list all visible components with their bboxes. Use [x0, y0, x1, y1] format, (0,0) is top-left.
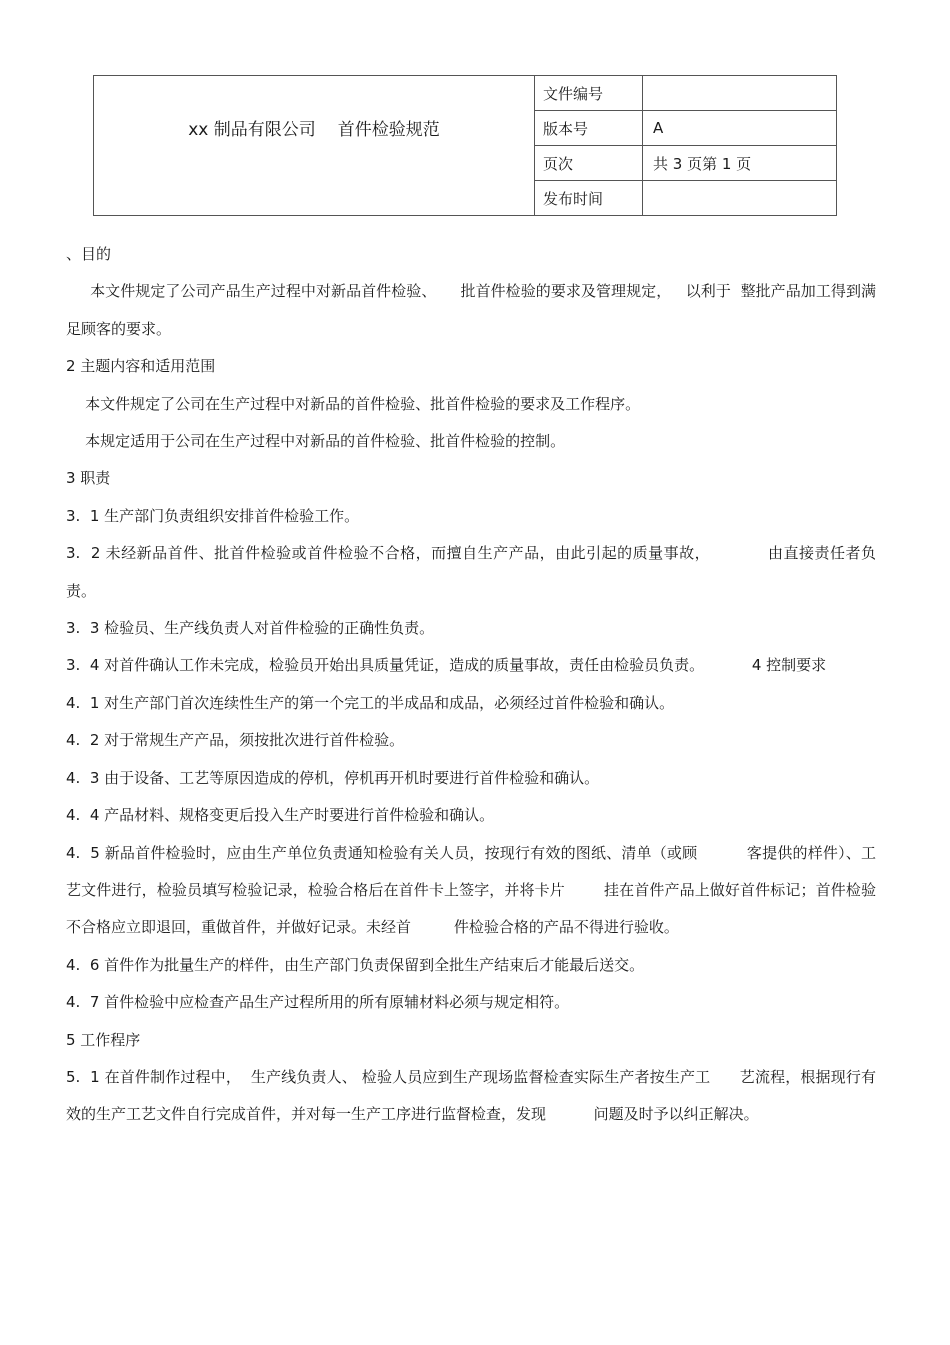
title-cell: [94, 76, 535, 216]
page-value: 共 3 页第 1 页: [643, 146, 837, 181]
paragraph: 本文件规定了公司产品生产过程中对新品首件检验、 批首件检验的要求及管理规定， 以利于 整批产品加工得到满足顾客的要求。: [66, 282, 877, 338]
file-number-value: [643, 76, 837, 111]
version-label: 版本号: [535, 111, 643, 146]
doc-title-text: 首件检验规范: [337, 120, 440, 140]
clause-5-1: 5. 1 在首件制作过程中， 生产线负责人、 检验人员应到生产现场监督检查实际生产者按生产工 艺流程，根据现行有效的生产工艺文件自行完成首件，并对每一生产工序进行监督检查，发现 问题及时予以纠正解决。: [66, 1067, 876, 1124]
page-label: 页次: [535, 146, 643, 181]
release-date-label: 发布时间: [535, 181, 643, 216]
clause-3-2: 3. 2 未经新品首件、批首件检验或首件检验不合格，而擅自生产产品，由此引起的质量事故， 由直接责任者负责。: [66, 544, 876, 600]
document-title: [188, 115, 440, 140]
paragraph: 本规定适用于公司在生产过程中对新品的首件检验、批首件检验的控制。: [66, 432, 566, 451]
paragraph: 本文件规定了公司在生产过程中对新品的首件检验、批首件检验的要求及工作程序。: [66, 394, 641, 413]
clause-4-5: 4. 5 新品首件检验时，应由生产单位负责通知检验有关人员，按现行有效的图纸、清单（或顾 客提供的样件）、工艺文件进行，检验员填写检验记录，检验合格后在首件卡上签字，并将卡片 挂在首件产品上做好首件标记；首件检验不合格应立即退回，重做首件，并做好记录。未经首 件检验合格的产品不得进行验收。: [66, 843, 876, 937]
section-heading-purpose: 、目的: [66, 245, 112, 263]
clause-4-6: 4. 6 首件作为批量生产的样件，由生产部门负责保留到全批生产结束后才能最后送交。: [66, 955, 645, 974]
release-date-value: [643, 181, 837, 216]
clause-4-2: 4. 2 对于常规生产产品，须按批次进行首件检验。: [66, 731, 405, 750]
clause-4-7: 4. 7 首件检验中应检查产品生产过程所用的所有原辅材料必须与规定相符。: [66, 993, 570, 1012]
clause-4-4: 4. 4 产品材料、规格变更后投入生产时要进行首件检验和确认。: [66, 806, 495, 825]
clause-3-1: 3. 1 生产部门负责组织安排首件检验工作。: [66, 506, 360, 525]
version-value: A: [643, 111, 837, 146]
company-name: xx 制品有限公司: [188, 120, 316, 140]
section-heading-scope: 2 主题内容和适用范围: [66, 357, 216, 376]
file-number-label: 文件编号: [535, 76, 643, 111]
clause-3-4: 3. 4 对首件确认工作未完成，检验员开始出具质量凭证，造成的质量事故，责任由检验员负责。 4 控制要求: [66, 656, 827, 675]
section-heading-procedure: 5 工作程序: [66, 1030, 141, 1049]
clause-4-1: 4. 1 对生产部门首次连续性生产的第一个完工的半成品和成品，必须经过首件检验和确认。: [66, 693, 675, 712]
document-header-table: [93, 75, 837, 216]
document-body: [66, 236, 876, 1134]
clause-4-3: 4. 3 由于设备、工艺等原因造成的停机，停机再开机时要进行首件检验和确认。: [66, 768, 600, 787]
header-row: [94, 76, 837, 111]
section-heading-responsibilities: 3 职责: [66, 469, 111, 488]
clause-3-3: 3. 3 检验员、生产线负责人对首件检验的正确性负责。: [66, 619, 435, 638]
